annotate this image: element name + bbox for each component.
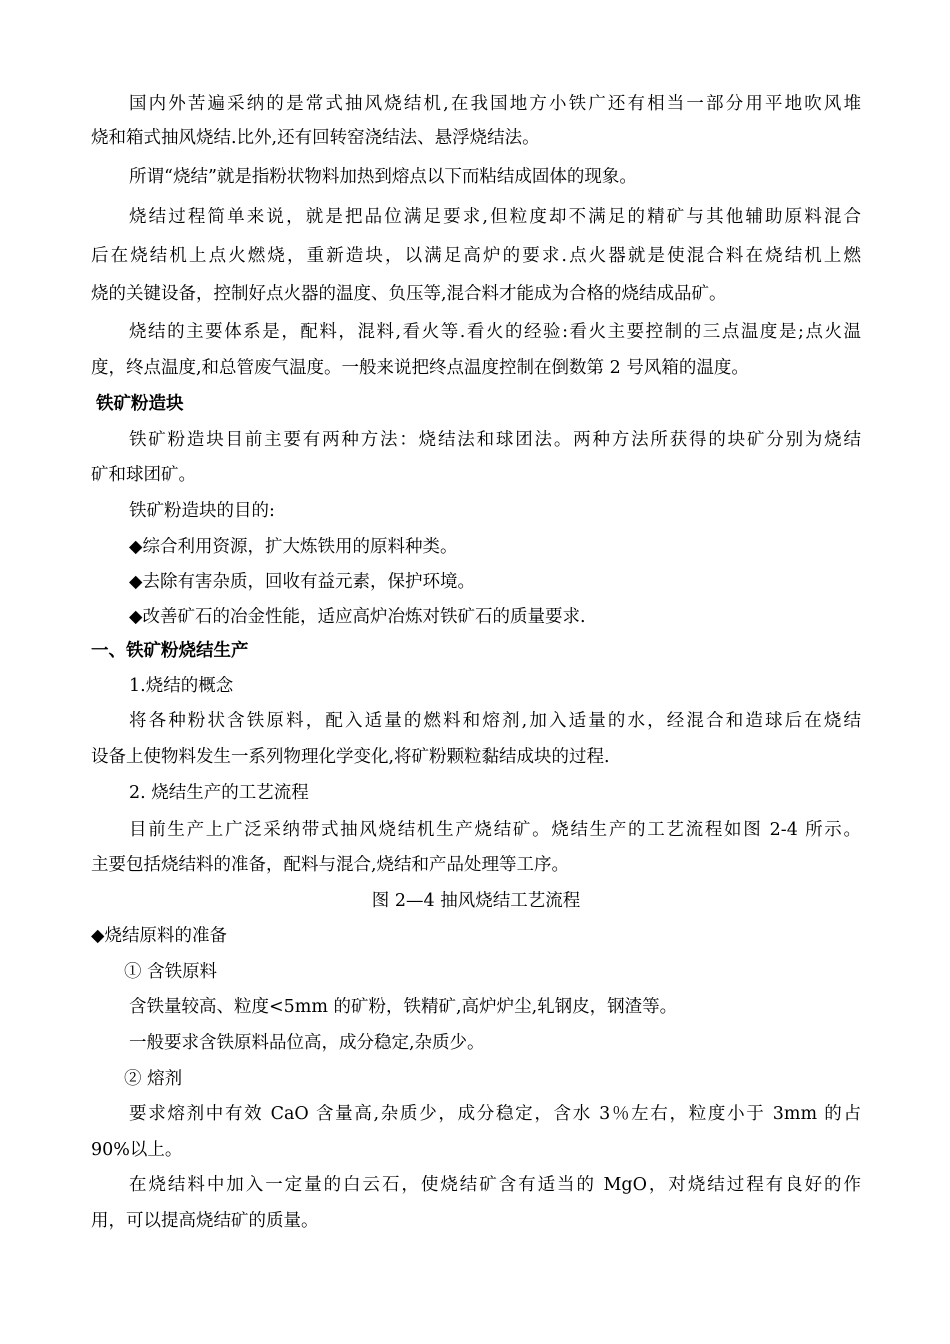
paragraph-line: 烧和箱式抽风烧结.比外,还有回转窑浇结法、悬浮烧结法。 bbox=[91, 128, 540, 148]
paragraph-line: 含铁量较高、粒度<5mm 的矿粉，铁精矿,高炉炉尘,轧钢皮，钢渣等。 bbox=[129, 997, 678, 1017]
subsection-heading: 2. 烧结生产的工艺流程 bbox=[129, 783, 309, 803]
paragraph-line: 90%以上。 bbox=[91, 1140, 183, 1160]
paragraph-line: 一般要求含铁原料品位高，成分稳定,杂质少。 bbox=[129, 1033, 485, 1053]
paragraph-line: 矿和球团矿。 bbox=[91, 465, 196, 485]
paragraph-line: 铁矿粉造块目前主要有两种方法：烧结法和球团法。两种方法所获得的块矿分别为烧结 bbox=[129, 430, 861, 450]
figure-caption: 图 2—4 抽风烧结工艺流程 bbox=[371, 891, 581, 911]
numbered-item: ② 熔剂 bbox=[124, 1069, 183, 1089]
paragraph-line: 在烧结料中加入一定量的白云石，使烧结矿含有适当的 MgO，对烧结过程有良好的作 bbox=[129, 1175, 861, 1195]
bullet-item: ◆改善矿石的冶金性能，适应高炉冶炼对铁矿石的质量要求. bbox=[129, 607, 586, 627]
paragraph-line: 烧的关键设备，控制好点火器的温度、负压等,混合料才能成为合格的烧结成品矿。 bbox=[91, 284, 727, 304]
paragraph-line: 目前生产上广泛采纳带式抽风烧结机生产烧结矿。烧结生产的工艺流程如图 2-4 所示。 bbox=[129, 820, 861, 840]
subsection-heading: 1.烧结的概念 bbox=[129, 676, 234, 696]
bullet-item: ◆去除有害杂质，回收有益元素，保护环境。 bbox=[129, 572, 475, 592]
bullet-item: ◆烧结原料的准备 bbox=[91, 926, 227, 946]
section-heading: 铁矿粉造块 bbox=[96, 394, 184, 414]
paragraph-line: 将各种粉状含铁原料，配入适量的燃料和熔剂,加入适量的水，经混合和造球后在烧结 bbox=[129, 711, 861, 731]
section-heading: 一、铁矿粉烧结生产 bbox=[91, 641, 249, 661]
bullet-item: ◆综合利用资源，扩大炼铁用的原料种类。 bbox=[129, 537, 458, 557]
paragraph-line: 度，终点温度,和总管废气温度。一般来说把终点温度控制在倒数第 2 号风箱的温度。 bbox=[91, 358, 749, 378]
numbered-item: ① 含铁原料 bbox=[124, 962, 218, 982]
paragraph-line: 所谓“烧结”就是指粉状物料加热到熔点以下而粘结成固体的现象。 bbox=[129, 167, 637, 187]
paragraph-line: 要求熔剂中有效 CaO 含量高,杂质少，成分稳定，含水 3％左右，粒度小于 3mm 的占 bbox=[129, 1104, 861, 1124]
paragraph-line: 国内外苦遍采纳的是常式抽风烧结机,在我国地方小铁广还有相当一部分用平地吹风堆 bbox=[129, 94, 861, 114]
paragraph-line: 后在烧结机上点火燃烧，重新造块，以满足高炉的要求.点火器就是使混合料在烧结机上燃 bbox=[91, 246, 861, 266]
paragraph-line: 烧结的主要体系是，配料，混料,看火等.看火的经验:看火主要控制的三点温度是;点火温 bbox=[129, 322, 861, 342]
paragraph-line: 铁矿粉造块的目的: bbox=[129, 501, 275, 521]
paragraph-line: 主要包括烧结料的准备，配料与混合,烧结和产品处理等工序。 bbox=[91, 855, 570, 875]
paragraph-line: 烧结过程简单来说，就是把品位满足要求,但粒度却不满足的精矿与其他辅助原料混合 bbox=[129, 207, 861, 227]
paragraph-line: 用，可以提高烧结矿的质量。 bbox=[91, 1211, 319, 1231]
paragraph-line: 设备上使物料发生一系列物理化学变化,将矿粉颗粒黏结成块的过程. bbox=[91, 747, 610, 767]
